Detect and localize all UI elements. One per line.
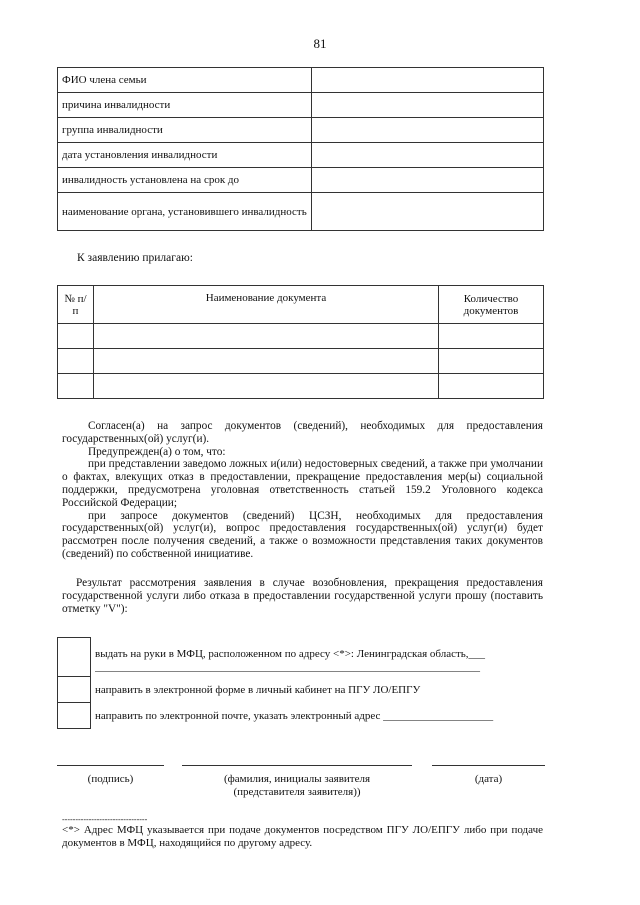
page-number: 81 — [313, 36, 327, 51]
option-checkbox-mfc[interactable] — [57, 637, 91, 677]
row-label: группа инвалидности — [58, 118, 312, 143]
row-value[interactable] — [312, 93, 544, 118]
result-text: Результат рассмотрения заявления в случае возобновления, прекращения предоставления государственной услуги либо отказа в предоставлении государственной услуги прошу (поставить отметку "V"): — [62, 577, 543, 615]
footnote-rule: -------------------------------- — [62, 815, 148, 824]
cell-name[interactable] — [94, 349, 439, 374]
row-label: дата установления инвалидности — [58, 143, 312, 168]
signature-line[interactable] — [57, 765, 164, 766]
attachments-table — [57, 285, 544, 399]
row-label: причина инвалидности — [58, 93, 312, 118]
name-line[interactable] — [182, 765, 412, 766]
option-checkbox-personal-cabinet[interactable] — [57, 676, 91, 703]
warning-paragraph: при представлении заведомо ложных и(или) недостоверных сведений, а также при умолчании о фактах, влекущих отказ в предоставлении, прекращение предоставления мер(ы) социальной поддержки, предусмотрена уголовная ответственность статьей 159.2 Уголовного кодекса Российской Федерации; — [62, 458, 543, 509]
table-row — [58, 68, 544, 93]
table-row — [58, 324, 544, 349]
cell-name[interactable] — [94, 324, 439, 349]
result-instructions — [62, 577, 543, 616]
row-value[interactable] — [312, 168, 544, 193]
signature-label: (подпись) — [87, 773, 134, 785]
row-label: инвалидность установлена на срок до — [58, 168, 312, 193]
row-value[interactable] — [312, 143, 544, 168]
row-label: ФИО члена семьи — [58, 68, 312, 93]
consent-block — [62, 420, 543, 561]
cell-num[interactable] — [58, 349, 94, 374]
cell-count[interactable] — [439, 374, 544, 399]
option-address-line[interactable]: ______________________________________________________________________ — [95, 661, 480, 673]
header-name: Наименование документа — [94, 286, 439, 324]
cell-num[interactable] — [58, 324, 94, 349]
table-row — [58, 193, 544, 231]
header-count: Количество документов — [439, 286, 544, 324]
row-value[interactable] — [312, 118, 544, 143]
cell-num[interactable] — [58, 374, 94, 399]
option-label-mfc: выдать на руки в МФЦ, расположенном по адресу <*>: Ленинградская область,___ — [95, 648, 486, 660]
cell-count[interactable] — [439, 349, 544, 374]
row-value[interactable] — [312, 68, 544, 93]
name-label-line2: (представителя заявителя)) — [233, 786, 361, 798]
option-label-personal-cabinet: направить в электронной форме в личный кабинет на ПГУ ЛО/ЕПГУ — [95, 684, 421, 696]
table-row — [58, 118, 544, 143]
warning-heading: Предупрежден(а) о том, что: — [88, 445, 226, 458]
family-member-table — [57, 67, 544, 231]
table-row — [58, 168, 544, 193]
name-label-line1: (фамилия, инициалы заявителя — [223, 773, 371, 785]
name-label — [182, 773, 412, 799]
row-label: наименование органа, установившего инвалидность — [58, 193, 312, 231]
table-header-row — [58, 286, 544, 324]
warning-paragraph: при запросе документов (сведений) ЦСЗН, необходимых для предоставления государственных(ой) услуг(и), вопрос предоставления государственных(ой) услуг(и) будет рассмотрен после получения сведений, а также о возможности представления таких документов (сведений) по собственной инициативе. — [62, 509, 543, 560]
table-row — [58, 349, 544, 374]
table-row — [58, 143, 544, 168]
option-checkbox-email[interactable] — [57, 702, 91, 729]
row-value[interactable] — [312, 193, 544, 231]
header-num: № п/п — [58, 286, 94, 324]
cell-name[interactable] — [94, 374, 439, 399]
date-label: (дата) — [474, 773, 503, 785]
table-row — [58, 93, 544, 118]
consent-paragraph: Согласен(а) на запрос документов (сведений), необходимых для предоставления государственных(ой) услуг(и). — [62, 420, 543, 445]
date-line[interactable] — [432, 765, 545, 766]
footnote-text: <*> Адрес МФЦ указывается при подаче документов посредством ПГУ ЛО/ЕПГУ либо при подаче документов в МФЦ, находящийся по другому адресу. — [62, 824, 543, 849]
cell-count[interactable] — [439, 324, 544, 349]
attachments-title: К заявлению прилагаю: — [77, 252, 193, 264]
table-row — [58, 374, 544, 399]
option-label-email: направить по электронной почте, указать электронный адрес ____________________ — [95, 710, 494, 722]
